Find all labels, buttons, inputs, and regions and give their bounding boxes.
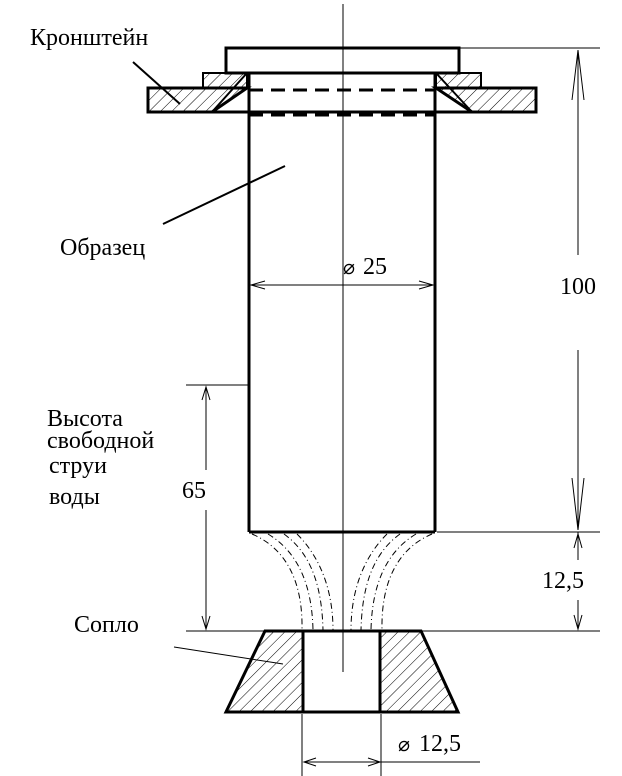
jet-height-label-1: Высота: [47, 406, 123, 432]
jet-height-value: 65: [182, 478, 206, 504]
specimen-diameter-symbol: ⌀: [343, 257, 356, 279]
nozzle-label: Сопло: [74, 612, 139, 638]
jet-height-label-4: воды: [49, 484, 100, 510]
bracket-flange: [148, 73, 536, 112]
total-height-value: 100: [560, 274, 596, 300]
nozzle-diameter-dimension: [304, 758, 480, 766]
specimen-diameter-dimension: [251, 281, 433, 289]
nozzle: [226, 631, 458, 712]
water-jet: [252, 534, 432, 630]
gap-value: 12,5: [542, 568, 584, 594]
bracket-label: Кронштейн: [30, 25, 149, 51]
nozzle-diameter-symbol: ⌀: [398, 734, 411, 756]
jet-height-label-3: струи: [49, 453, 107, 479]
specimen-cylinder: [249, 73, 435, 532]
specimen-diameter-value: 25: [363, 254, 387, 280]
jet-height-dimension: [202, 387, 210, 629]
nozzle-diameter-value: 12,5: [419, 731, 461, 757]
specimen-label: Образец: [60, 235, 146, 261]
jet-height-label-2: свободной: [47, 428, 155, 454]
leader-lines: [133, 62, 285, 664]
